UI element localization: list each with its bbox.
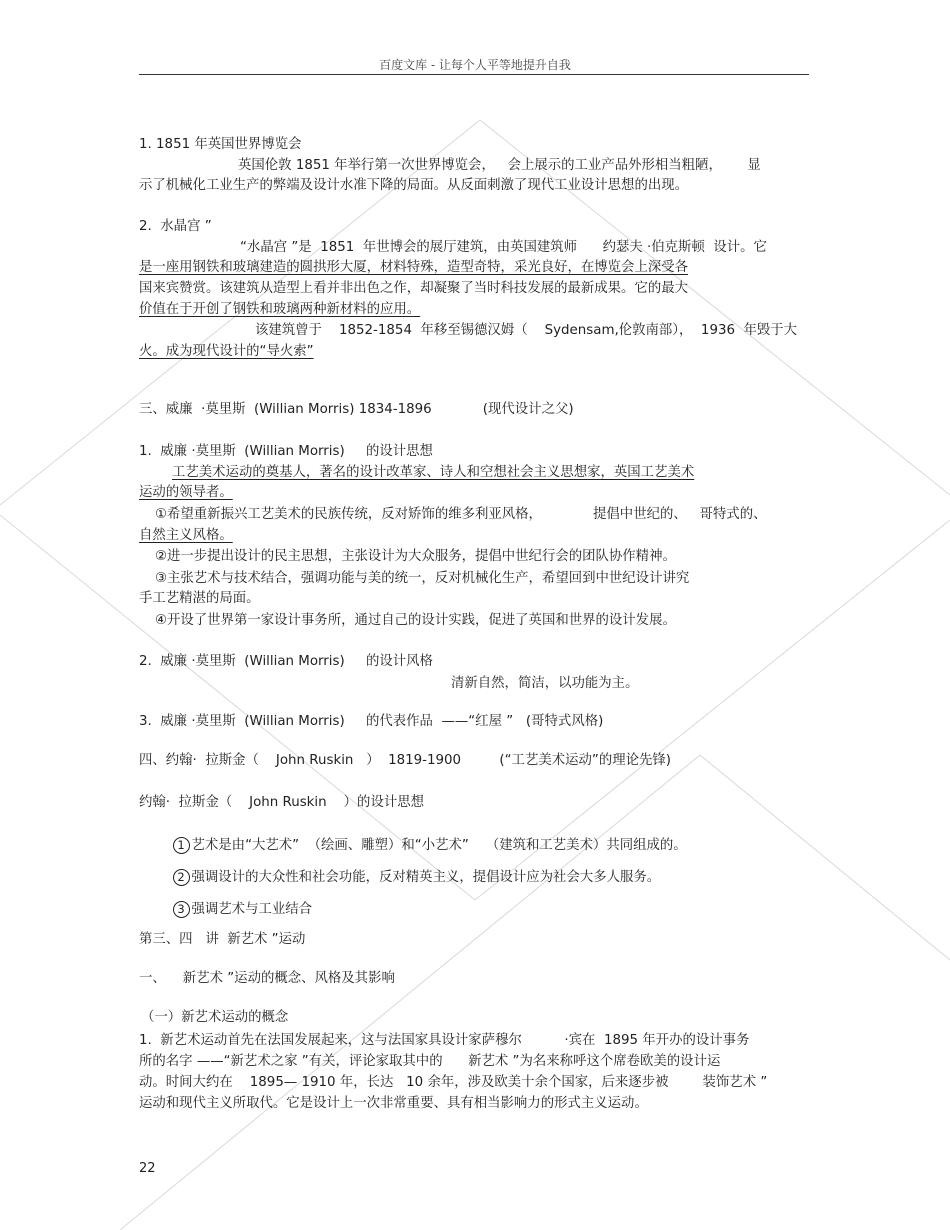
page-number: 22 (139, 1161, 156, 1176)
paragraph-line: 英国伦敦 1851 年举行第一次世界博览会， 会上展示的工业产品外形相当粗陋， 显 (238, 158, 761, 173)
paragraph-line: 所的名字 ——“新艺术之家 ”有关，评论家取其中的 新艺术 ”为名来称呼这个席卷欧美的设计运 (139, 1054, 721, 1069)
page-header: 百度文库 - 让每个人平等地提升自我 (379, 58, 571, 72)
list-item-continuation: 手工艺精湛的局面。 (139, 591, 260, 606)
list-item-continuation: 自然主义风格。 (139, 528, 233, 543)
numbered-item-text: 强调艺术与工业结合 (191, 902, 313, 917)
paragraph-line: 运动和现代主义所取代。它是设计上一次非常重要、具有相当影响力的形式主义运动。 (139, 1096, 648, 1111)
section-heading-ruskin: 四、约翰· 拉斯金（ John Ruskin ） 1819-1900 (“工艺美术运动”的理论先锋) (139, 753, 672, 768)
numbered-item (164, 819, 687, 855)
numbered-item (164, 883, 312, 919)
list-item: ②进一步提出设计的民主思想，主张设计为大众服务，提倡中世纪行会的团队协作精神。 (155, 549, 676, 564)
circled-number: 2 (173, 869, 190, 886)
paragraph-line: “水晶宫 ”是 1851 年世博会的展厅建筑，由英国建筑师 约瑟夫 ·伯克斯顿 设计。它 (240, 240, 767, 255)
paragraph-line: 运动的领导者。 (139, 485, 233, 500)
paragraph-line: 价值在于开创了钢铁和玻璃两种新材料的应用。 (139, 302, 421, 317)
header-divider (139, 74, 809, 75)
lecture-heading: 第三、四 讲 新艺术 ”运动 (139, 932, 306, 947)
numbered-item (164, 851, 660, 887)
subheading-morris-thought: 1. 威廉 ·莫里斯 (Willian Morris) 的设计思想 (139, 444, 433, 459)
list-item: ①希望重新振兴工艺美术的民族传统，反对矫饰的维多利亚风格， 提倡中世纪的、 哥特式的、 (155, 507, 767, 522)
paragraph-line: 国来宾赞赏。该建筑从造型上看并非出色之作，却凝聚了当时科技发展的最新成果。它的最大 (139, 281, 689, 296)
section-heading-exhibition: 1. 1851 年英国世界博览会 (139, 137, 302, 152)
paragraph-line: 火。成为现代设计的“导火索” (139, 344, 314, 359)
circled-number: 3 (173, 901, 190, 918)
paragraph-line: 是一座用钢铁和玻璃建造的圆拱形大厦，材料特殊，造型奇特，采光良好，在博览会上深受各 (139, 260, 689, 275)
numbered-item-text: 强调设计的大众性和社会功能，反对精英主义，提倡设计应为社会大多人服务。 (191, 870, 661, 885)
subheading-morris-style: 2. 威廉 ·莫里斯 (Willian Morris) 的设计风格 (139, 654, 433, 669)
list-item: ③主张艺术与技术结合，强调功能与美的统一，反对机械化生产，希望回到中世纪设计讲究 (155, 571, 690, 586)
section-heading-crystal-palace: 2. 水晶宫 ” (139, 219, 212, 234)
paragraph-line: 示了机械化工业生产的弊端及设计水准下降的局面。从反面刺激了现代工业设计思想的出现。 (139, 178, 689, 193)
paragraph-line: 该建筑曾于 1852-1854 年移至锡德汉姆（ Sydensam,伦敦南部）， 1936 年毁于大 (255, 323, 798, 338)
subheading-ruskin-thought: 约翰· 拉斯金（ John Ruskin ）的设计思想 (139, 795, 425, 810)
paragraph-line: 1. 新艺术运动首先在法国发展起来，这与法国家具设计家萨穆尔 ·宾在 1895 年开办的设计事务 (139, 1033, 750, 1048)
section-heading-art-nouveau: 一、 新艺术 ”运动的概念、风格及其影响 (139, 971, 395, 986)
paragraph-line: 清新自然，简洁，以功能为主。 (451, 676, 639, 691)
paragraph-line: 工艺美术运动的奠基人，著名的设计改革家、诗人和空想社会主义思想家，英国工艺美术 (172, 465, 695, 480)
numbered-item-text: 艺术是由“大艺术” （绘画、雕塑）和“小艺术” （建筑和工艺美术）共同组成的。 (191, 838, 687, 853)
list-item: ④开设了世界第一家设计事务所，通过自己的设计实践，促进了英国和世界的设计发展。 (155, 613, 676, 628)
circled-number: 1 (173, 837, 190, 854)
subheading-morris-works: 3. 威廉 ·莫里斯 (Willian Morris) 的代表作品 ——“红屋 ” (哥特式风格) (139, 714, 604, 729)
subheading-art-nouveau-concept: （一）新艺术运动的概念 (141, 1010, 289, 1025)
paragraph-line: 动。时间大约在 1895— 1910 年，长达 10 余年，涉及欧美十余个国家，后来逐步被 装饰艺术 ” (139, 1075, 768, 1090)
section-heading-morris: 三、威廉 ·莫里斯 (Willian Morris) 1834-1896 (现代设计之父) (139, 402, 574, 417)
